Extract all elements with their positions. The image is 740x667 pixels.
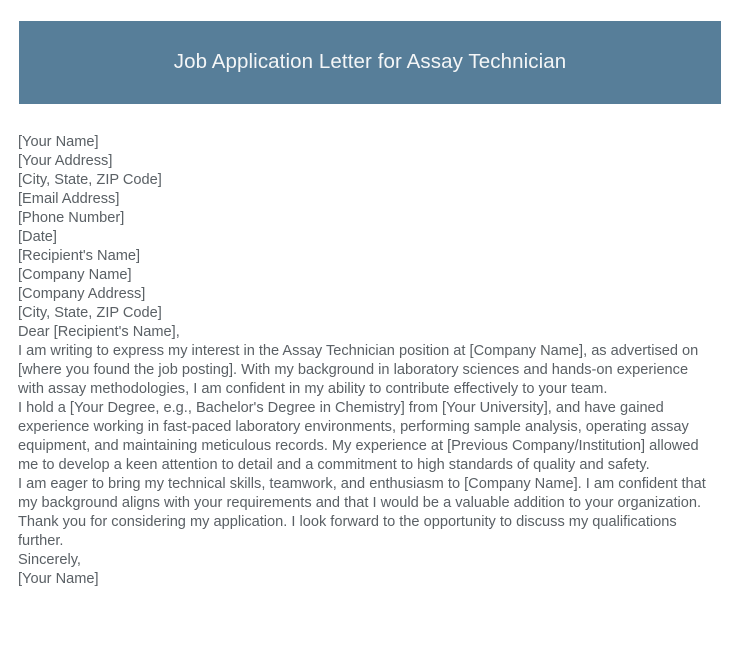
recipient-company-address: [Company Address] [18, 286, 146, 302]
sender-phone: [Phone Number] [18, 210, 125, 226]
sender-address: [Your Address] [18, 153, 113, 169]
recipient-city-state-zip: [City, State, ZIP Code] [18, 305, 162, 321]
sender-address-block [18, 133, 716, 247]
body-paragraph-4: Thank you for considering my application. I look forward to the opportunity to discuss my qualifications further. [18, 514, 677, 549]
body-paragraph-1: I am writing to express my interest in the Assay Technician position at [Company Name], as advertised on [where you found the job posting]. With my background in laboratory sciences and hands-on experience with assay methodologies, I am confident in my ability to contribute effectively to your team. [18, 343, 699, 397]
closing-salutation: Sincerely, [18, 552, 81, 568]
letter-body [18, 133, 716, 589]
body-paragraph-3: I am eager to bring my technical skills, teamwork, and enthusiasm to [Company Name]. I am confident that my background aligns with your requirements and that I would be a valuable addition to your organization. [18, 476, 706, 511]
sender-city-state-zip: [City, State, ZIP Code] [18, 172, 162, 188]
recipient-address-block [18, 247, 716, 323]
recipient-name: [Recipient's Name] [18, 248, 141, 264]
sender-email: [Email Address] [18, 191, 120, 207]
recipient-company-name: [Company Name] [18, 267, 132, 283]
sender-name: [Your Name] [18, 134, 99, 150]
letter-date: [Date] [18, 229, 57, 245]
page-title: Job Application Letter for Assay Technician [173, 50, 567, 74]
salutation: Dear [Recipient's Name], [18, 324, 180, 340]
signature-name: [Your Name] [18, 571, 99, 587]
header-banner [19, 21, 721, 104]
body-paragraph-2: I hold a [Your Degree, e.g., Bachelor's Degree in Chemistry] from [Your University], and have gained experience working in fast-paced laboratory environments, performing sample analysis, operating assay equipment, and maintaining meticulous records. My experience at [Previous Company/Institution] allowed me to develop a keen attention to detail and a commitment to high standards of quality and safety. [18, 400, 699, 473]
